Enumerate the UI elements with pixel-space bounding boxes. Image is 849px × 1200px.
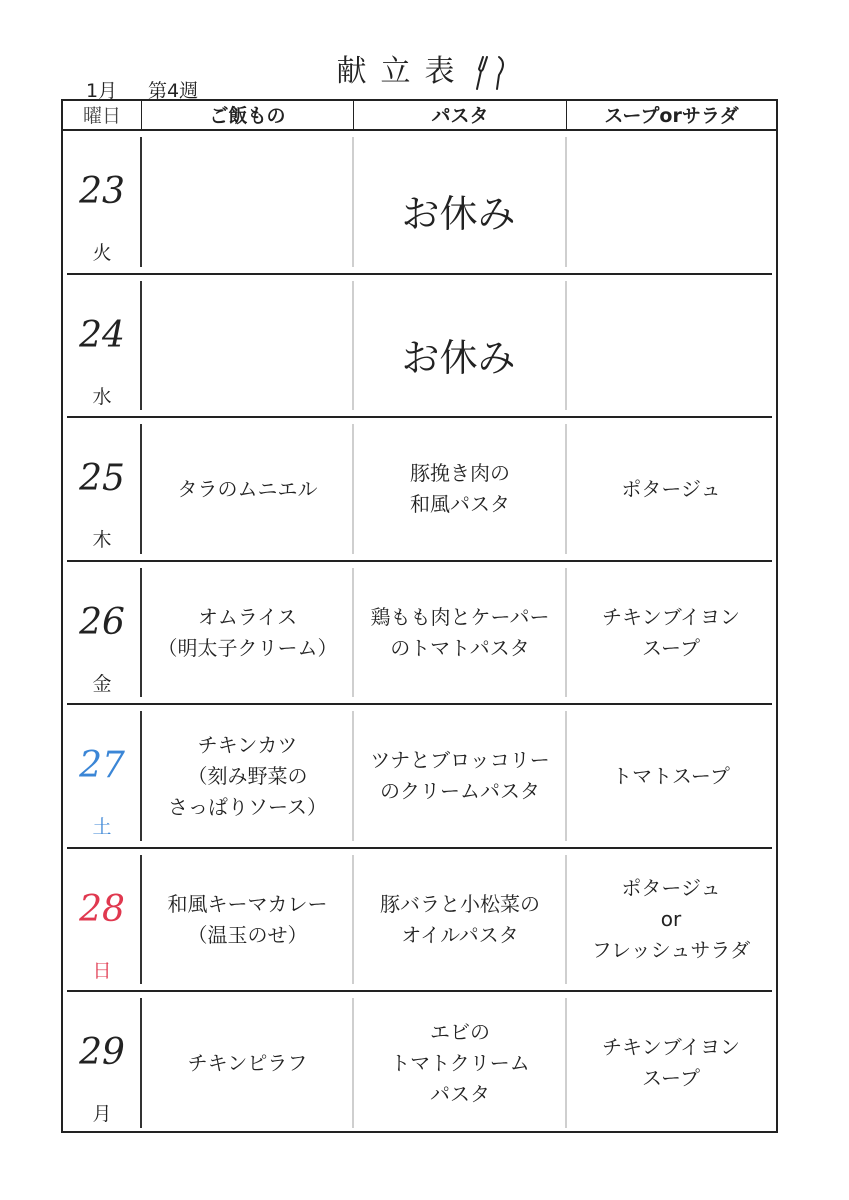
header-day: 曜日 (82, 105, 121, 127)
column-divider (352, 711, 354, 841)
rice-dish: オムライス （明太子クリーム） (157, 604, 338, 660)
column-divider (352, 855, 354, 985)
pasta-dish: 鶏もも肉とケーパー のトマトパスタ (370, 604, 550, 660)
row-weekday: 金 (92, 672, 112, 695)
soup-salad-dish: ポタージュ (621, 476, 721, 501)
pasta-dish: ツナとブロッコリー のクリームパスタ (370, 748, 550, 803)
table-row (63, 275, 776, 419)
column-divider (565, 568, 567, 698)
row-weekday: 日 (92, 959, 112, 982)
soup-salad-dish: チキンブイヨン スープ (602, 604, 740, 660)
row-weekday: 月 (92, 1103, 112, 1125)
row-date: 23 (79, 171, 125, 212)
week-label: 第4週 (148, 80, 199, 102)
table-row (63, 562, 776, 706)
table-row (63, 131, 776, 275)
page-title (0, 46, 849, 93)
header-soup: スープorサラダ (604, 105, 739, 127)
column-divider (565, 855, 567, 985)
row-date: 29 (79, 1032, 125, 1073)
soup-salad-dish: ポタージュ or フレッシュサラダ (591, 876, 751, 962)
pasta-dish: エビの トマトクリーム パスタ (390, 1019, 530, 1106)
column-divider (140, 855, 142, 985)
closed-notice: お休み (401, 335, 516, 380)
pasta-dish: 豚バラと小松菜の オイルパスタ (380, 891, 540, 947)
row-weekday: 木 (92, 529, 112, 551)
rice-dish: 和風キーマカレー （温玉のせ） (167, 891, 328, 947)
soup-salad-dish: チキンブイヨン スープ (602, 1035, 740, 1090)
column-divider (140, 998, 142, 1128)
column-divider (565, 711, 567, 841)
column-divider (140, 711, 142, 841)
title-text: 献立表 (336, 54, 469, 89)
fork-knife-icon (473, 53, 513, 93)
row-date: 28 (79, 888, 125, 930)
rice-dish: チキンピラフ (187, 1050, 308, 1075)
menu-table (61, 99, 778, 1133)
row-weekday: 土 (92, 816, 112, 838)
row-weekday: 水 (92, 385, 112, 408)
row-weekday: 火 (92, 242, 112, 264)
soup-salad-dish: トマトスープ (612, 763, 730, 788)
column-divider (140, 424, 142, 554)
table-row (63, 705, 776, 849)
row-date: 26 (79, 601, 125, 643)
table-row (63, 849, 776, 993)
row-date: 25 (79, 458, 125, 499)
rice-dish: タラのムニエル (177, 476, 318, 501)
header-rice: ご飯もの (209, 105, 286, 127)
column-divider (565, 424, 567, 554)
pasta-dish: 豚挽き肉の 和風パスタ (410, 461, 510, 516)
column-divider (352, 568, 354, 698)
table-row (63, 992, 776, 1136)
column-divider (140, 568, 142, 698)
column-divider (352, 424, 354, 554)
header-pasta: パスタ (431, 105, 489, 127)
column-divider (352, 998, 354, 1128)
closed-notice: お休み (401, 192, 516, 236)
row-date: 27 (79, 745, 125, 786)
table-header (63, 101, 776, 131)
table-row (63, 418, 776, 562)
row-date: 24 (79, 314, 125, 356)
month-label: 1月 (86, 80, 118, 102)
column-divider (565, 998, 567, 1128)
rice-dish: チキンカツ （刻み野菜の さっぱりソース） (168, 732, 327, 819)
